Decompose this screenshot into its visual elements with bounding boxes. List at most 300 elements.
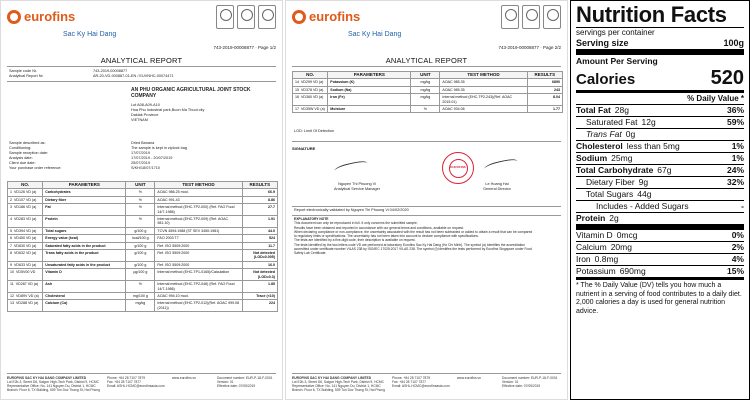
nutrient-amount: 25mg xyxy=(611,153,633,163)
cell-method: AOAC 934.06 xyxy=(440,106,527,113)
cell-parameter: Trans fatty acids in the product xyxy=(43,250,126,262)
cell-method: AOAC 994.10 mod. xyxy=(155,292,242,299)
column-header: TEST METHOD xyxy=(155,182,242,189)
footer-doc-info xyxy=(217,376,277,388)
calories-value: 520 xyxy=(710,67,744,89)
sample-info-value: 17/07/2019 - 20/07/2019 xyxy=(131,156,173,160)
table-row xyxy=(293,106,563,113)
signer-name: Le Hoang Hai xyxy=(485,182,509,186)
cell-number xyxy=(293,79,328,86)
eurofins-logo-icon xyxy=(7,10,21,24)
nutrient-daily-value: 32% xyxy=(726,177,744,187)
column-header: RESULTS xyxy=(242,182,277,189)
report-meta-labels xyxy=(9,69,89,79)
sample-info-value: Dried Banana xyxy=(131,141,155,145)
sample-info-label: Sample described as: xyxy=(9,141,46,145)
stamp-text: EUROFINS xyxy=(450,165,466,169)
nutrient-label: Vitamin D xyxy=(576,230,613,240)
nutrient-amount: 0g xyxy=(625,129,636,139)
cell-method: Internal method (EHC-TP2-009) (Ref. AOAC 981.10) xyxy=(155,216,242,228)
table-row xyxy=(8,189,278,196)
test-code: VD450 VD (a) xyxy=(14,236,37,241)
explanatory-line: to regulatory limits or specifications. The uncertainty has not been taken into account to declare compliance with specifications. xyxy=(294,234,479,239)
nutrient-row xyxy=(576,129,744,140)
sample-info-value: 25/07/2019 xyxy=(131,161,151,165)
signer-info xyxy=(462,182,532,192)
cell-method: AOAC 985.35 xyxy=(440,79,527,86)
footer-line: Representative Office: No. 141 Nguyen Du, District 1, HCMC xyxy=(292,384,381,388)
nutrient-daily-value: 0% xyxy=(731,230,744,240)
cell-number xyxy=(293,106,328,113)
footer-line: Version: 01 xyxy=(502,380,519,384)
serving-size-label: Serving size xyxy=(576,38,629,48)
cell-unit: % xyxy=(126,196,155,203)
footer-line: Effective date: 07/05/2019 xyxy=(217,384,256,388)
meta-value: 743-2019-00008877 xyxy=(93,69,128,73)
nutrient-amount: 2g xyxy=(609,213,619,223)
nutrition-facts-panel xyxy=(570,0,750,400)
cell-parameter: Dietary fiber xyxy=(43,196,126,203)
report-number: 743-2019-00008877 · Page 1/2 xyxy=(213,45,276,50)
footer-line: Lot E2b-3, Street D6, Saigon High-Tech Park, District 9, HCMC xyxy=(7,380,99,384)
row-number: 11 xyxy=(10,282,14,287)
divider xyxy=(7,81,276,82)
cell-method: AOAC 991.43 xyxy=(155,196,242,203)
client-address-line: VIETNAM xyxy=(131,118,148,122)
sample-info-label: Sample reception date: xyxy=(9,151,49,155)
cell-result: 1.85 xyxy=(242,281,277,293)
row-number: 7 xyxy=(10,243,12,248)
footer-web xyxy=(172,376,212,380)
meta-value: AR-20-VD-000887-01-EN / EUVNHC-00074471 xyxy=(93,74,174,78)
cell-unit: g/100 g xyxy=(126,227,155,234)
footer-line: Phone: +84 28 7107 7879 xyxy=(392,376,431,380)
test-code: VD126 VD (a) xyxy=(14,190,37,195)
explanatory-line: Safety Lab Certificate. xyxy=(294,251,327,256)
nutrient-daily-value: 15% xyxy=(726,266,744,276)
test-code: VD299 VD (a) xyxy=(301,80,324,85)
footer-line: Effective date: 07/05/2019 xyxy=(502,384,541,388)
test-code: VD360 VD (a) xyxy=(301,95,324,100)
report-header xyxy=(292,5,561,43)
column-header: UNIT xyxy=(126,182,155,189)
row-number: 9 xyxy=(10,262,12,267)
cell-parameter: Ash xyxy=(43,281,126,293)
divider xyxy=(7,66,276,67)
column-header: UNIT xyxy=(411,72,440,79)
column-header: NO. xyxy=(8,182,43,189)
report-header xyxy=(7,5,276,43)
cell-unit: % xyxy=(126,216,155,228)
cell-result: 6890 xyxy=(527,79,562,86)
client-address-line: Hoa Phu Industrial park,Buon Ma Thuot city xyxy=(131,108,205,112)
nutrient-label: Calcium xyxy=(576,242,607,252)
eurofins-logo xyxy=(7,9,75,24)
accreditation-badge-icon xyxy=(258,5,276,29)
footer-line: Document number: EUR-P-18-F-0001 xyxy=(217,376,273,380)
cell-result: 524 xyxy=(242,235,277,242)
cell-result: 8.86 xyxy=(242,196,277,203)
report-meta-values xyxy=(93,69,174,79)
cell-result: Not detected (LOD=0.005) xyxy=(242,250,277,262)
test-code: VD5V00 VD xyxy=(16,270,36,275)
footer-web xyxy=(457,376,497,380)
cell-result: Not detected (LOD=0.3) xyxy=(242,269,277,281)
sample-info-value: 17/07/2019 xyxy=(131,151,151,155)
column-header: TEST METHOD xyxy=(440,72,527,79)
cell-result: Trace (<10) xyxy=(242,292,277,299)
footer-link[interactable]: www.eurofins.vn xyxy=(172,376,197,380)
cell-unit: g/100 g xyxy=(126,261,155,268)
test-code: VD633 VD (a) xyxy=(14,262,37,267)
report-number: 743-2019-00008877 · Page 2/2 xyxy=(498,45,561,50)
cell-parameter: Energy value (kcal) xyxy=(43,235,126,242)
footer-line: Representative Office: No. 141 Nguyen Du, District 1, HCMC xyxy=(7,384,96,388)
footer-link[interactable]: www.eurofins.vn xyxy=(457,376,482,380)
accreditation-badge-icon xyxy=(237,5,255,29)
cell-parameter: Protein xyxy=(43,216,126,228)
accreditation-badge-icon xyxy=(216,5,234,29)
cell-number xyxy=(293,94,328,106)
test-code: VD378 VD (a) xyxy=(301,87,324,92)
cell-method: AOAC 986.25 mod. xyxy=(155,189,242,196)
cell-parameter: Total sugars xyxy=(43,227,126,234)
nutrient-row xyxy=(576,242,744,253)
nutrient-row xyxy=(576,254,744,265)
signer-name: Nguyen Thi Phuong Vi xyxy=(338,182,376,186)
cell-method: FAO 2003 T7 xyxy=(155,235,242,242)
nutrient-daily-value: 24% xyxy=(726,165,744,175)
nutrient-row xyxy=(576,177,744,188)
cell-number xyxy=(8,235,43,242)
sample-info-values xyxy=(131,141,187,171)
table-row xyxy=(8,216,278,228)
nutrient-amount: 690mg xyxy=(619,266,646,276)
footer-address xyxy=(292,376,387,392)
column-header: PARAMETERS xyxy=(328,72,411,79)
meta-label: Sample code Nr. xyxy=(9,69,38,73)
signer-info xyxy=(322,182,392,192)
row-number: 6 xyxy=(10,236,12,241)
footer-contact xyxy=(392,376,452,388)
cell-number xyxy=(8,292,43,299)
nutrient-row xyxy=(576,266,744,277)
row-number: 1 xyxy=(10,190,12,195)
nutrient-label: Dietary Fiber xyxy=(586,177,635,187)
cell-unit: µg/100 g xyxy=(126,269,155,281)
explanatory-line: The tests identified by the two letters code VD are performed at laboratory Eurofins Sac Ky Hai Dang (Ho Chi Minh). The symbol (a) identifies the accreditation xyxy=(294,242,526,247)
test-code: VD632 VD (a) xyxy=(14,251,37,256)
cell-number xyxy=(8,281,43,293)
table-row xyxy=(293,79,563,86)
table-row xyxy=(8,281,278,293)
nutrient-row xyxy=(576,105,744,116)
nutrient-row xyxy=(576,201,744,212)
cell-unit: % xyxy=(126,189,155,196)
cell-unit: mg/kg xyxy=(411,79,440,86)
nutrient-row xyxy=(576,141,744,152)
footer-line: Document number: EUR-P-18-F-0001 xyxy=(502,376,558,380)
explanatory-line: The tests are identified by a five-digit code, their description is available on request. xyxy=(294,238,416,243)
cell-method: Internal method (EHC-TP2-012)(Ref. AOAC 999.08 (2011)) xyxy=(155,300,242,312)
test-code: VD89V VD (a) xyxy=(16,293,39,298)
cell-unit: mg/100 g xyxy=(126,292,155,299)
divider xyxy=(292,141,561,142)
nutrient-label: Saturated Fat xyxy=(586,117,638,127)
cell-number xyxy=(8,269,43,281)
test-code: VD288 VD (a) xyxy=(16,301,39,306)
nutrient-row xyxy=(576,117,744,128)
nutrient-list xyxy=(576,105,744,280)
cell-number xyxy=(8,204,43,216)
cell-result: 224 xyxy=(242,300,277,312)
footer-line: Lot E2b-3, Street D6, Saigon High-Tech Park, District 9, HCMC xyxy=(292,380,384,384)
accreditation-badge-icon xyxy=(543,5,561,29)
row-number: 12 xyxy=(10,293,14,298)
nutrient-daily-value: 1% xyxy=(731,141,744,151)
test-code: VD107 VD (a) xyxy=(14,197,37,202)
nutrient-daily-value: 1% xyxy=(731,153,744,163)
explanatory-note xyxy=(294,217,560,256)
logo-text: eurofins xyxy=(309,9,361,24)
serving-size-row xyxy=(576,38,744,49)
nutrient-amount: 28g xyxy=(614,105,629,115)
results-table xyxy=(292,71,563,113)
footer-line: Fax: +84 28 7107 7877 xyxy=(107,380,142,384)
row-number: 15 xyxy=(295,87,299,92)
signature-mark xyxy=(332,160,372,172)
signature-mark xyxy=(482,158,522,170)
footer-line: Email: ASHL.HCMC@eurofinsasia.com xyxy=(107,384,165,388)
report-page-2 xyxy=(285,0,568,400)
nutrient-amount: 9g xyxy=(638,177,649,187)
sample-info-labels xyxy=(9,141,89,171)
explanatory-line: This document can only be reproduced in full. It only concerns the submitted sample. xyxy=(294,221,418,226)
nutrient-amount: less than 5mg xyxy=(626,141,680,151)
nutrient-amount: 20mg xyxy=(610,242,632,252)
cell-parameter: Fat xyxy=(43,204,126,216)
cell-result: 11.7 xyxy=(242,242,277,249)
cell-number xyxy=(8,242,43,249)
nutrient-row xyxy=(576,165,744,176)
footer-company: EUROFINS SAC KY HAI DANG COMPANY LIMITED xyxy=(292,376,372,380)
cell-method: Internal method (EHC-TP1-0165)/Calculation xyxy=(155,269,242,281)
test-code: VD186 VD (a) xyxy=(14,205,37,210)
sample-info-label: Client due date: xyxy=(9,161,36,165)
table-row xyxy=(293,94,563,106)
eurofins-logo xyxy=(292,9,360,24)
cell-result: 1.91 xyxy=(242,216,277,228)
report-footer xyxy=(292,373,561,395)
cell-result: 1.77 xyxy=(527,106,562,113)
footer-line: Phone: +84 28 7107 7879 xyxy=(107,376,146,380)
accreditation-badge-icon xyxy=(522,5,540,29)
table-row xyxy=(8,227,278,234)
explanatory-line: accredited under certificate number VILAS 238 by ISO/IEC 17025:2017 VILAS 238. The symbol (f) identifies the tests performed by Eurofins Singapore under Food xyxy=(294,247,532,252)
signer-title: Analytical Service Manager xyxy=(333,187,380,191)
row-number: 5 xyxy=(10,228,12,233)
divider xyxy=(292,206,561,207)
sample-info-value: S/KH/18/07/1710 xyxy=(131,166,160,170)
table-row xyxy=(8,292,278,299)
table-row xyxy=(8,269,278,281)
serving-size-value: 100g xyxy=(723,38,744,48)
table-row xyxy=(8,261,278,268)
footer-line: Version: 01 xyxy=(217,380,234,384)
nutrient-row xyxy=(576,213,744,224)
cell-parameter: Saturated fatty acids in the product xyxy=(43,242,126,249)
nutrient-amount: 67g xyxy=(657,165,672,175)
divider xyxy=(292,215,561,216)
row-number: 2 xyxy=(10,197,12,202)
cell-number xyxy=(8,216,43,228)
cell-method: Internal method (EHC-TP2-000) (Ref. FAO Food 14/7-1986) xyxy=(155,204,242,216)
footer-line: Fax: +84 28 7107 7877 xyxy=(392,380,427,384)
cell-unit: mg/kg xyxy=(411,94,440,106)
table-row xyxy=(8,300,278,312)
nutrient-daily-value: - xyxy=(741,201,744,211)
report-footer xyxy=(7,373,276,395)
footer-doc-info xyxy=(502,376,562,388)
cell-unit: g/100 g xyxy=(126,250,155,262)
footer-line: Branch: Floor 6, TX Building, 509 Ton Duc Thang St, Hai Phong xyxy=(292,388,385,392)
nutrient-label: Protein xyxy=(576,213,606,223)
cell-parameter: Vitamin D xyxy=(43,269,126,281)
divider xyxy=(576,277,744,280)
cell-number xyxy=(8,250,43,262)
cell-parameter: Calcium (Ca) xyxy=(43,300,126,312)
signature-block xyxy=(292,146,561,206)
results-table xyxy=(7,181,278,312)
nutrient-label: Iron xyxy=(576,254,591,264)
footer-company: EUROFINS SAC KY HAI DANG COMPANY LIMITED xyxy=(7,376,87,380)
lab-name: Sac Ky Hai Dang xyxy=(348,31,402,38)
cell-method: Ref. ISO 5509:2000 xyxy=(155,261,242,268)
test-code: VD394 VD (a) xyxy=(14,228,37,233)
footer-address xyxy=(7,376,102,392)
nutrient-label: Cholesterol xyxy=(576,141,623,151)
cell-parameter: Iron (Fe) xyxy=(328,94,411,106)
accreditation-badges xyxy=(501,5,561,29)
client-address-line: Daklak Province xyxy=(131,113,159,117)
nutrient-daily-value: 59% xyxy=(726,117,744,127)
report-page-1 xyxy=(0,0,283,400)
cell-unit: g/100 g xyxy=(126,242,155,249)
table-row xyxy=(8,242,278,249)
cell-number xyxy=(8,189,43,196)
validated-note: Report electronically validated by Nguyen Thi Phuong Vi 04/02/2020 xyxy=(294,208,409,212)
cell-method: Ref. ISO 5509:2000 xyxy=(155,250,242,262)
explanatory-title: EXPLANATORY NOTE xyxy=(294,217,329,221)
nutrient-amount: 44g xyxy=(637,189,652,199)
footer-line: Branch: Floor 6, TX Building, 509 Ton Duc Thang St, Hai Phong xyxy=(7,388,100,392)
cell-unit: mg/kg xyxy=(126,300,155,312)
footer-line: Email: ASHL.HCMC@eurofinsasia.com xyxy=(392,384,450,388)
cell-unit: % xyxy=(126,281,155,293)
cell-parameter: Potassium (K) xyxy=(328,79,411,86)
cell-method: TCVN 4594:1988 (ST SEV 3450:1981) xyxy=(155,227,242,234)
nutrient-label: Sodium xyxy=(576,153,608,163)
daily-value-header: % Daily Value * xyxy=(687,94,744,103)
table-row xyxy=(8,235,278,242)
page-title: ANALYTICAL REPORT xyxy=(385,56,468,65)
nutrient-daily-value: 4% xyxy=(731,254,744,264)
row-number: 14 xyxy=(295,80,299,85)
row-number: 17 xyxy=(295,107,299,112)
cell-result: 27.7 xyxy=(242,204,277,216)
cell-parameter: Unsaturated fatty acids in the product xyxy=(43,261,126,268)
nutrient-label: Total Fat xyxy=(576,105,611,115)
cell-parameter: Carbohydrates xyxy=(43,189,126,196)
cell-unit: mg/kg xyxy=(411,86,440,93)
client-name: AN PHU ORGANIC AGRICULTURAL JOINT STOCK COMPANY xyxy=(131,87,251,99)
client-address-line: Lot A08-A09-A10 xyxy=(131,103,160,107)
row-number: 10 xyxy=(10,270,14,275)
test-code: VD283 VD (a) xyxy=(14,217,37,222)
nutrient-label: Includes - Added Sugars xyxy=(596,201,689,211)
test-code: VD35W VD (a) xyxy=(301,107,325,112)
nutrient-daily-value: 2% xyxy=(731,242,744,252)
cell-parameter: Sodium (Na) xyxy=(328,86,411,93)
sample-info-label: Conditioning: xyxy=(9,146,32,150)
table-row xyxy=(293,86,563,93)
amount-per-serving: Amount Per Serving xyxy=(576,56,658,66)
table-row xyxy=(8,250,278,262)
divider xyxy=(292,66,561,67)
column-header: PARAMETERS xyxy=(43,182,126,189)
cell-number xyxy=(8,227,43,234)
table-row xyxy=(8,204,278,216)
cell-result: 8.04 xyxy=(527,94,562,106)
row-number: 13 xyxy=(10,301,14,306)
meta-label: Analytical Report Nr. xyxy=(9,74,44,78)
nutrient-label: Potassium xyxy=(576,266,616,276)
cell-result: 44.0 xyxy=(242,227,277,234)
calories-row xyxy=(576,67,744,90)
table-header-row xyxy=(8,182,278,189)
nutrient-label: Total Sugars xyxy=(586,189,634,199)
nutrient-label: Trans Fat xyxy=(586,129,622,139)
nutrient-row xyxy=(576,153,744,164)
nutrient-row xyxy=(576,189,744,200)
column-header: RESULTS xyxy=(527,72,562,79)
cell-result: 66.9 xyxy=(242,189,277,196)
nutrient-amount: 0mcg xyxy=(616,230,638,240)
cell-method: Internal method (EHC-TP2-046) (Ref. FAO Food 14/7-1986) xyxy=(155,281,242,293)
table-row xyxy=(8,196,278,203)
cell-unit: % xyxy=(126,204,155,216)
logo-text: eurofins xyxy=(24,9,76,24)
signature-label: SIGNATURE xyxy=(292,146,316,151)
explanatory-line: When declaring compliance or non-compliance, the uncertainty associated with the result has not been subtracted or added to obtain a result that can be compared xyxy=(294,229,533,234)
row-number: 3 xyxy=(10,205,12,210)
table-header-row xyxy=(293,72,563,79)
cell-number xyxy=(8,261,43,268)
cell-parameter: Cholesterol xyxy=(43,292,126,299)
daily-value-footnote: * The % Daily Value (DV) tells you how much a nutrient in a serving of food contributes to a daily diet. 2,000 calories a day is used for general nutrition advice. xyxy=(576,282,742,315)
nutrient-row xyxy=(576,230,744,241)
client-block xyxy=(131,87,271,123)
row-number: 4 xyxy=(10,217,12,222)
row-number: 16 xyxy=(295,95,299,100)
cell-result: 243 xyxy=(527,86,562,93)
accreditation-badge-icon xyxy=(501,5,519,29)
cell-unit: kcal/100 g xyxy=(126,235,155,242)
cell-number xyxy=(8,196,43,203)
nutrition-title: Nutrition Facts xyxy=(576,2,727,27)
nutrient-amount: 0.8mg xyxy=(594,254,619,264)
nutrient-label: Total Carbohydrate xyxy=(576,165,654,175)
